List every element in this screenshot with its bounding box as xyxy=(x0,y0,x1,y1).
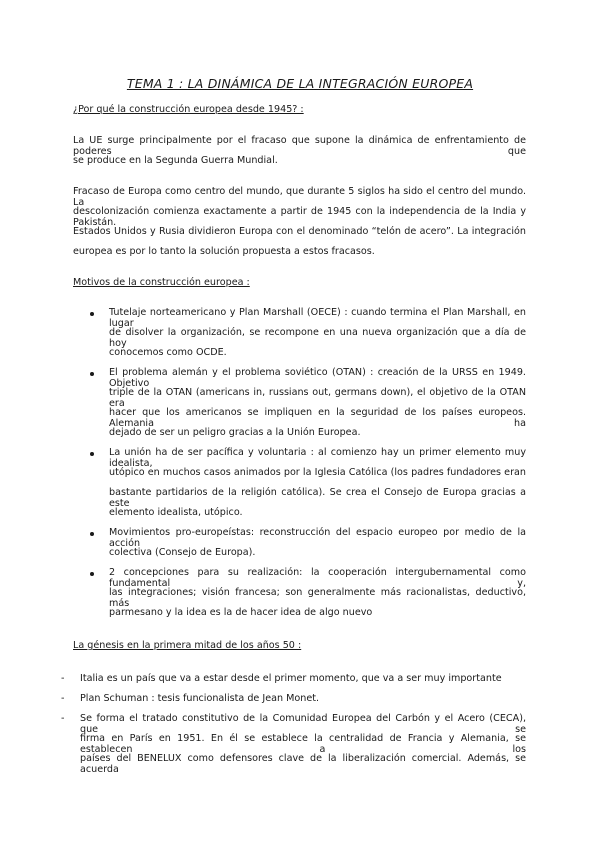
bullet-line: colectiva (Consejo de Europa). xyxy=(109,547,256,558)
bullet-line: La unión ha de ser pacífica y voluntaria : al comienzo hay un primer elemento muy idealista, xyxy=(109,447,526,469)
dash-line: Italia es un país que va a estar desde el primer momento, que va a ser muy importante xyxy=(80,673,502,684)
paragraph-line: se produce en la Segunda Guerra Mundial. xyxy=(73,155,278,166)
paragraph-line: europea es por lo tanto la solución propuesta a estos fracasos. xyxy=(73,246,375,257)
dash-line: Se forma el tratado constitutivo de la Comunidad Europea del Carbón y el Acero (CECA), que se xyxy=(80,713,526,735)
bullet-line: hacer que los americanos se impliquen en la seguridad de los países europeos. Alemania ha xyxy=(109,407,526,429)
bullet-line: dejado de ser un peligro gracias a la Unión Europea. xyxy=(109,427,361,438)
dash-line: firma en París en 1951. En él se establece la centralidad de Francia y Alemania, se establecen a los xyxy=(80,733,526,755)
bullet-line: parmesano y la idea es la de hacer idea de algo nuevo xyxy=(109,607,373,618)
bullet-icon xyxy=(90,452,94,456)
paragraph-line: Estados Unidos y Rusia dividieron Europa con el denominado “telón de acero”. La integración xyxy=(73,226,526,237)
bullet-line: bastante partidarios de la religión católica). Se crea el Consejo de Europa gracias a este xyxy=(109,487,526,509)
bullet-line: triple de la OTAN (americans in, russians out, germans down), el objetivo de la OTAN era xyxy=(109,387,526,409)
paragraph-line: descolonización comienza exactamente a partir de 1945 con la independencia de la India y Pakistán. xyxy=(73,206,526,228)
paragraph-line: La UE surge principalmente por el fracaso que supone la dinámica de enfrentamiento de poderes que xyxy=(73,135,526,157)
bullet-line: Movimientos pro-europeístas: reconstrucción del espacio europeo por medio de la acción xyxy=(109,527,526,549)
question-heading: ¿Por qué la construcción europea desde 1945? : xyxy=(73,104,304,115)
page-title: TEMA 1 : LA DINÁMICA DE LA INTEGRACIÓN EUROPEA xyxy=(126,76,474,91)
dash-icon: - xyxy=(61,673,65,684)
bullet-icon xyxy=(90,532,94,536)
paragraph-line: Fracaso de Europa como centro del mundo, que durante 5 siglos ha sido el centro del mundo. La xyxy=(73,186,526,208)
bullet-icon xyxy=(90,312,94,316)
bullet-line: utópico en muchos casos animados por la Iglesia Católica (los padres fundadores eran xyxy=(109,467,526,478)
motivos-heading: Motivos de la construcción europea : xyxy=(73,277,250,288)
bullet-line: las integraciones; visión francesa; son generalmente más racionalistas, deductivo, más xyxy=(109,587,526,609)
dash-line: Plan Schuman : tesis funcionalista de Jean Monet. xyxy=(80,693,320,704)
dash-icon: - xyxy=(61,693,65,704)
bullet-line: El problema alemán y el problema soviético (OTAN) : creación de la URSS en 1949. Objetivo xyxy=(109,367,526,389)
bullet-line: conocemos como OCDE. xyxy=(109,347,227,358)
dash-icon: - xyxy=(61,713,65,724)
dash-line: países del BENELUX como defensores clave de la liberalización comercial. Además, se acuerda xyxy=(80,753,526,775)
bullet-line: 2 concepciones para su realización: la cooperación intergubernamental como fundamental y, xyxy=(109,567,526,589)
bullet-line: de disolver la organización, se recompone en una nueva organización que a día de hoy xyxy=(109,327,526,349)
bullet-icon xyxy=(90,372,94,376)
bullet-line: Tutelaje norteamericano y Plan Marshall (OECE) : cuando termina el Plan Marshall, en lugar xyxy=(109,307,526,329)
genesis-heading: La génesis en la primera mitad de los años 50 : xyxy=(73,640,302,651)
bullet-line: elemento idealista, utópico. xyxy=(109,507,243,518)
bullet-icon xyxy=(90,572,94,576)
